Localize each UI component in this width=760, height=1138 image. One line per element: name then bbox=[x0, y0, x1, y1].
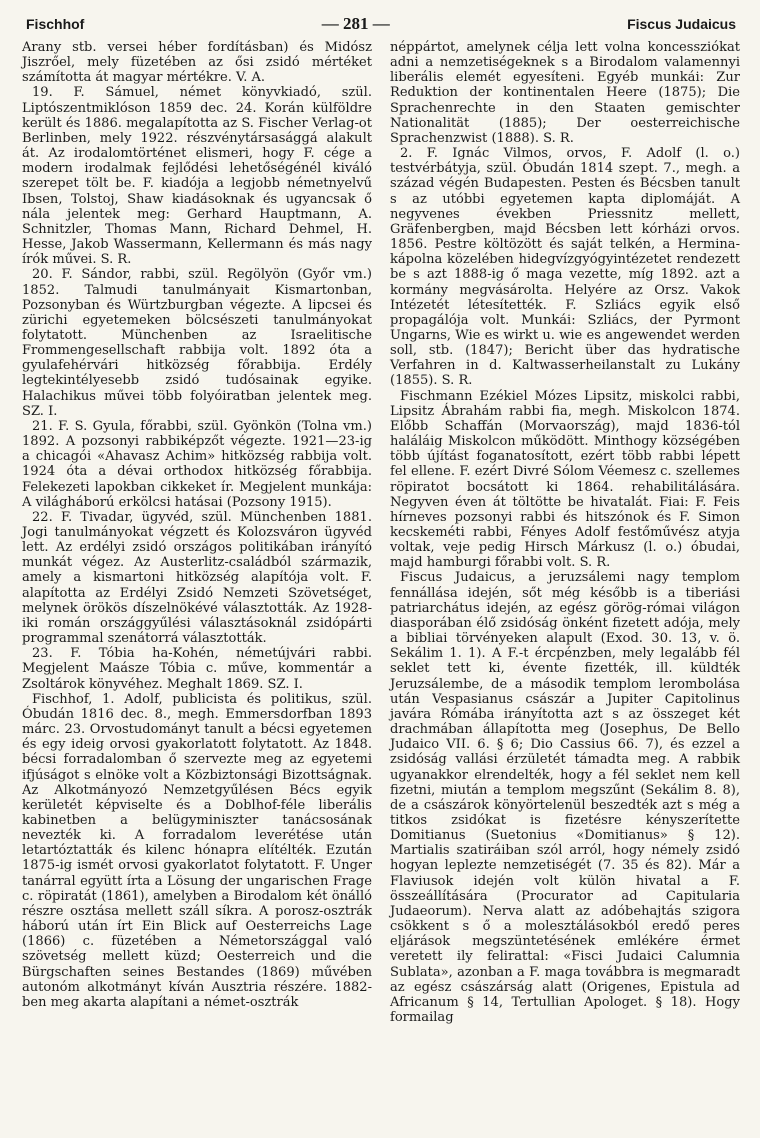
entry-fischer-s-gyula: 21. F. S. Gyula, főrabbi, szül. Gyönkön (Tolna vm.) 1892. A pozsonyi rabbiképzőt végezte. 1921—23-ig a chicagói «Ahavasz Achim» hitközség rabbija volt. 1924 óta a dévai orthodox hitközség főrabbija. Felekezeti lapokban cikkeket ír. Megjelent munkája: A világháború erkölcsi hatásai (Pozsony 1915). bbox=[22, 418, 372, 510]
entry-fischer-tobia: 23. F. Tóbia ha-Kohén, németújvári rabbi. Megjelent Maásze Tóbia c. műve, kommentár a Zsoltárok könyvéhez. Meghalt 1869. SZ. I. bbox=[22, 646, 372, 692]
entry-fischhof-adolf: Fischhof, 1. Adolf, publicista és politikus, szül. Óbudán 1816 dec. 8., megh. Emmersdorfban 1893 márc. 23. Orvostudományt tanult a bécsi egyetemen és egy ideig orvosi gyakorlatott folytatott. Az 1848. bécsi forradalomban ő szervezte meg az egyetemi ifjúságot s elnöke volt a Közbiztonsági Bizottságnak. Az Alkotmányozó Nemzetgyűlésen Bécs egyik kerületét képviselte és a Doblhof-féle liberális kabinetben a belügyminiszter tanácsosának nevezték ki. A forradalom leverétése után letartóztatták és kilenc hónapra elítélték. Ezután 1875-ig ismét orvosi gyakorlatot folytatott. F. Unger tanárral együtt írta a Lösung der ungarischen Frage c. röpiratát (1861), amelyben a Birodalom két önálló részre osztása mellett száll síkra. A porosz-osztrák háború után írt Ein Blick auf Oesterreichs Lage (1866) c. füzetében a Németországgal való szövetség mellett küzd; Oesterreich und die Bürgschaften seines Bestandes (1869) művében autonóm alkotmányt kíván Ausztria részére. 1882-ben meg akarta alapítani a német-osztrák bbox=[22, 691, 372, 1010]
entry-fischhof-ignac: 2. F. Ignác Vilmos, orvos, F. Adolf (l. o.) testvérbátyja, szül. Óbudán 1814 szept. 7., megh. a század végén Budapesten. Pesten és Bécsben tanult s az utóbbi egyetemen kapta diplomáját. A negyvenes években Priessnitz mellett, Gräfenbergben, majd Bécsben lett kórházi orvos. 1856. Pestre költözött és saját telkén, a Hermina-kápolna közelében hidegvízgyógyintézetet rendezett be s azt 1888-ig ő maga vezette, míg 1892. azt a kormány megvásárolta. Helyére az Orsz. Vakok Intézetét létesítették. F. Szliács egyik első propagálója volt. Munkái: Szliács, der Pyrmont Ungarns, Wie es wirkt u. wie es angewendet werden soll, stb. (1847); Bericht über das hydratische Verfahren in d. Kaltwasserheilanstalt zu Lukány (1855). S. R. bbox=[390, 146, 740, 389]
left-column bbox=[22, 40, 372, 1025]
right-column bbox=[390, 40, 740, 1025]
entry-fischer-sandor: 20. F. Sándor, rabbi, szül. Regölyön (Győr vm.) 1852. Talmudi tanulmányait Kismartonban, Pozsonyban és Würtzburgban végezte. A lipcsei és zürichi egyetemeken bölcsészeti tanulmányokat folytatott. Münchenben az Israelitische Frommengesellschaft rabbija volt. 1892 óta a gyulafehérvári hitközség főrabbija. Erdély legtekintélyesebb zsidó tudósainak egyike. Halachikus művei több folyóiratban jelentek meg. SZ. I. bbox=[22, 267, 372, 419]
entry-fischhof-adolf-continued: néppártot, amelynek célja lett volna koncessziókat adni a nemzetiségeknek s a Birodalom valamennyi liberális elemét egyesíteni. Egyéb munkái: Zur Reduktion der kontinentalen Heere (1875); Die Sprachenrechte in den Staaten gemischter Nationalität (1885); Der oesterreichische Sprachenzwist (1888). S. R. bbox=[390, 40, 740, 146]
entry-continuation: Arany stb. versei héber fordításban) és Midósz Jiszrőel, mely füzetében az ősi zsidó mértéket számította át magyar mértékre. V. A. bbox=[22, 40, 372, 86]
entry-fischer-samuel: 19. F. Sámuel, német könyvkiadó, szül. Liptószentmiklóson 1859 dec. 24. Korán külföldre került és 1886. megalapította az S. Fischer Verlag-ot Berlinben, mely 1922. részvénytársasággá alakult át. Az irodalomtörténet elismeri, hogy F. cége a modern irodalmak fejlődési lehetőségénél kiváló szerepet tölt be. F. kiadója a legjobb németnyelvű Ibsen, Tolstoj, Shaw kiadásoknak és ugyancsak ő nála jelentek meg: Gerhard Hauptmann, A. Schnitzler, Thomas Mann, Richard Dehmel, H. Hesse, Jakob Wassermann, Kellermann és más nagy írók művei. S. R. bbox=[22, 85, 372, 268]
header-right-headword: Fiscus Judaicus bbox=[627, 16, 736, 32]
entry-fischer-tivadar: 22. F. Tivadar, ügyvéd, szül. Münchenben 1881. Jogi tanulmányokat végzett és Kolozsváron ügyvéd lett. Az erdélyi zsidó országos politikában irányító munkát végez. Az Austerlitz-családból származik, amely a kismartoni hitközség alapítója volt. F. alapította az Erdélyi Zsidó Nemzeti Szövetséget, melynek örökös díszelnökévé választották. Az 1928-iki román országgyűlési választásoknál zsidópárti programmal szenátorrá választották. bbox=[22, 509, 372, 647]
entry-fiscus-judaicus: Fiscus Judaicus, a jeruzsálemi nagy templom fennállása idején, sőt még később is a tiberiási patriarchátus idején, az egész görög-római világon diasporában élő zsidóság önként fizetett adója, mely a bibliai törvényeken alapult (Exod. 30. 13, v. ö. Sekálim 1. 1). A F.-t ércpénzben, mely legalább fél seklet tett ki, évente fizették, ill. küldték Jeruzsálembe, de a második templom lerombolása után Vespasianus császár a Jupiter Capitolinus javára Rómába irányította azt s az összeget két drachmában állapította meg (Josephus, De Bello Judaico VII. 6. § 6; Dio Cassius 66. 7), és ezzel a zsidóság vallási érzületét támadta meg. A rabbik ugyanakkor elrendelték, hogy a fél seklet nem kell fizetni, miután a templom megszűnt (Sekálim 8. 8), de a császárok könyörtelenül beszedték azt s még a titkos zsidókat is fizetésre kényszerítette Domitianus (Suetonius «Domitianus» § 12). Martialis szatiráiban szól arról, hogy némely zsidó hogyan leplezte nemzetiségét (7. 35 és 82). Már a Flaviusok idején volt külön hivatal a F. összeállítására (Procurator ad Capitularia Judaeorum). Nerva alatt az adóbehajtás szigora csökkent s ő a molesztálásokból eredő peres eljárások megszüntetésének emlékére érmet veretett ily felirattal: «Fisci Judaici Calumnia Sublata», azonban a F. maga továbbra is megmaradt az egész császárság alatt (Origenes, Epistula ad Africanum § 14, Tertullian Apologet. § 18). Hogy formailag bbox=[390, 570, 740, 1025]
text-columns bbox=[22, 40, 740, 1025]
entry-fischmann: Fischmann Ezékiel Mózes Lipsitz, miskolci rabbi, Lipsitz Ábrahám rabbi fia, megh. Miskolcon 1874. Előbb Schaffán (Morvaország), majd 1836-tól haláláig Miskolcon működött. Minthogy községében több újítást foganatosított, ezért több rabbi lépett fel ellene. F. ezért Divré Sólom Véemesz c. szellemes röpiratot bocsátott ki 1864. rehabilitálására. Negyven éven át töltötte be hivatalát. Fiai: F. Feis hírneves pozsonyi rabbi és hitszónok és F. Simon kecskeméti rabbi, Fényes Adolf festőművész atyja voltak, veje pedig Hirsch Márkusz (l. o.) óbudai, majd hamburgi főrabbi volt. S. R. bbox=[390, 388, 740, 571]
page-number: — 281 — bbox=[321, 14, 390, 33]
header-left-headword: Fischhof bbox=[26, 16, 85, 32]
running-header bbox=[22, 14, 740, 34]
